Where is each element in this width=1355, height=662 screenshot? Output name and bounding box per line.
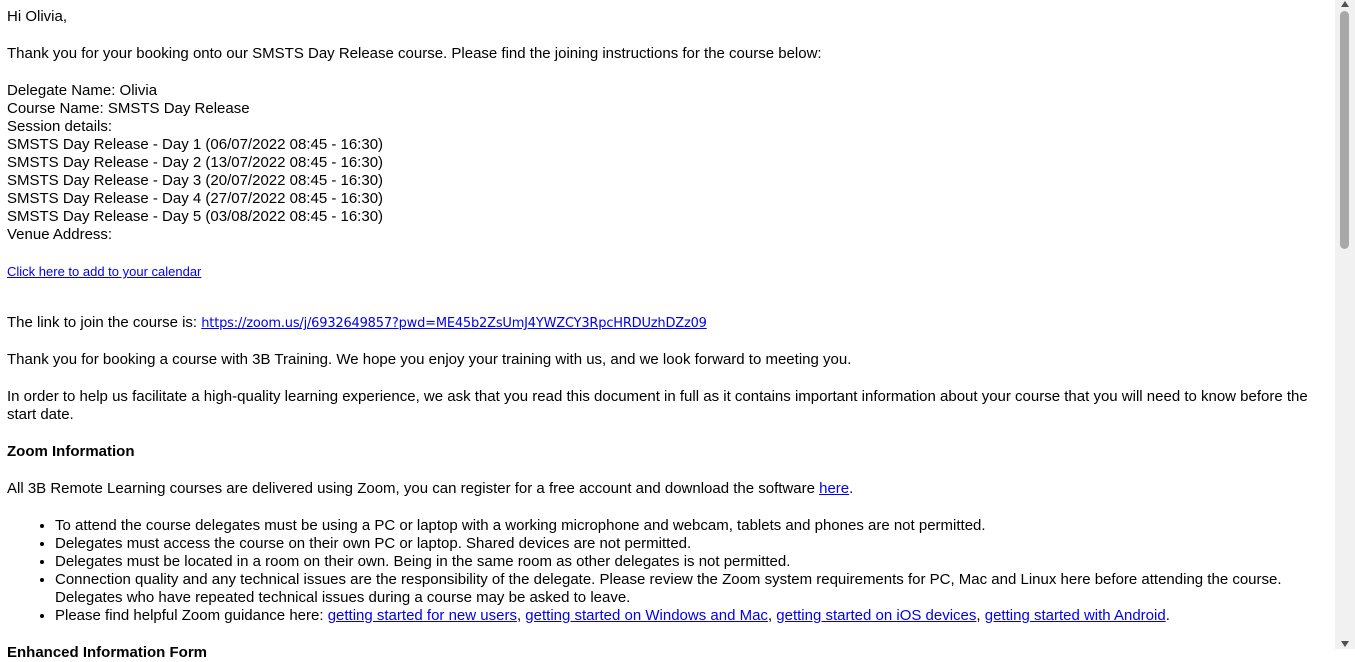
facilitate-text: In order to help us facilitate a high-quality learning experience, we ask that you read this document in full as it contains important information about your course that you will need to know before the start date. bbox=[7, 388, 1308, 423]
zoom-join-link[interactable]: https://zoom.us/j/6932649857?pwd=ME45b2ZsUmJ4YWZCY3RpcHRDUzhDZz09 bbox=[201, 316, 707, 331]
zoom-register-label: All 3B Remote Learning courses are delivered using Zoom, you can register for a free account and download the software bbox=[7, 480, 820, 497]
vertical-scrollbar[interactable] bbox=[1335, 0, 1355, 649]
list-item: • To attend the course delegates must be using a PC or laptop with a working microphone and webcam, tablets and phones are not permitted. bbox=[55, 517, 1325, 535]
add-to-calendar-link[interactable]: Click here to add to your calendar bbox=[7, 264, 202, 279]
separator: , bbox=[976, 607, 985, 624]
zoom-register-text bbox=[7, 480, 1325, 498]
guide-ios-link[interactable]: getting started on iOS devices bbox=[776, 607, 977, 624]
thanks-text: Thank you for booking a course with 3B Training. We hope you enjoy your training with us, and we look forward to meeting you. bbox=[7, 351, 852, 368]
scroll-down-arrow-icon[interactable] bbox=[1335, 639, 1355, 649]
period: . bbox=[849, 480, 854, 497]
session-day-5: SMSTS Day Release - Day 5 (03/08/2022 08:45 - 16:30) bbox=[7, 208, 384, 225]
list-item: • Delegates must be located in a room on their own. Being in the same room as other delegates is not permitted. bbox=[55, 553, 1325, 571]
guide-windows-mac-link[interactable]: getting started on Windows and Mac bbox=[525, 607, 768, 624]
list-item: • Connection quality and any technical issues are the responsibility of the delegate. Please review the Zoom system requirements for PC, Mac and Linux here before attending the course. Delegates who have repeated technical issues during a course may be asked to leave. bbox=[55, 571, 1325, 607]
join-course-label: The link to join the course is: bbox=[7, 314, 202, 331]
greeting: Hi Olivia, bbox=[7, 8, 68, 25]
session-day-4: SMSTS Day Release - Day 4 (27/07/2022 08:45 - 16:30) bbox=[7, 190, 384, 207]
guide-android-link[interactable]: getting started with Android bbox=[984, 607, 1166, 624]
list-item: • Delegates must access the course on their own PC or laptop. Shared devices are not permitted. bbox=[55, 535, 1325, 553]
zoom-information-heading: Zoom Information bbox=[7, 443, 135, 460]
guide-new-users-link[interactable]: getting started for new users bbox=[327, 607, 517, 624]
session-details-label: Session details: bbox=[7, 118, 113, 135]
session-day-2: SMSTS Day Release - Day 2 (13/07/2022 08:45 - 16:30) bbox=[7, 154, 384, 171]
enhanced-information-heading: Enhanced Information Form bbox=[7, 644, 208, 661]
list-item bbox=[55, 607, 1325, 625]
separator: , bbox=[516, 607, 526, 624]
delegate-name: Delegate Name: Olivia bbox=[7, 82, 158, 99]
intro-text: Thank you for your booking onto our SMSTS Day Release course. Please find the joining instructions for the course below: bbox=[7, 45, 822, 62]
session-day-3: SMSTS Day Release - Day 3 (20/07/2022 08:45 - 16:30) bbox=[7, 172, 384, 189]
guidance-label: Please find helpful Zoom guidance here: bbox=[55, 607, 328, 624]
zoom-download-here-link[interactable]: here bbox=[819, 480, 850, 497]
zoom-requirements-list bbox=[7, 517, 1325, 625]
scroll-up-arrow-icon[interactable] bbox=[1335, 0, 1355, 10]
venue-address: Venue Address: bbox=[7, 226, 113, 243]
join-course-line bbox=[7, 314, 1325, 332]
period: . bbox=[1165, 607, 1170, 624]
course-name: Course Name: SMSTS Day Release bbox=[7, 100, 250, 117]
email-body bbox=[7, 8, 1325, 662]
separator: , bbox=[767, 607, 777, 624]
session-day-1: SMSTS Day Release - Day 1 (06/07/2022 08:45 - 16:30) bbox=[7, 136, 384, 153]
scrollbar-thumb[interactable] bbox=[1340, 11, 1349, 249]
